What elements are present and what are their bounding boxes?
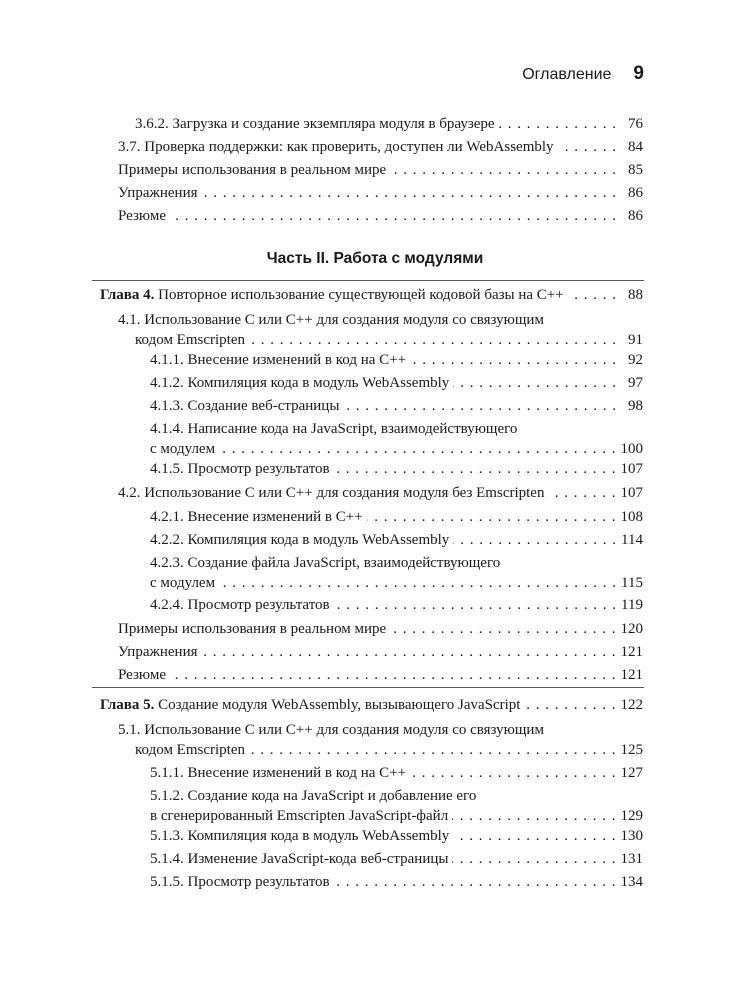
toc-entry-text: Примеры использования в реальном мире: [118, 162, 387, 178]
toc-entry-text: 3.7. Проверка поддержки: как проверить, доступен ли WebAssembly: [118, 139, 554, 155]
toc-entry-page: 131: [620, 851, 643, 867]
toc-entry-text: 5.1.1. Внесение изменений в код на C++: [150, 765, 407, 781]
toc-entry-page: 119: [621, 597, 643, 613]
toc-entry: [150, 459, 643, 479]
toc-entry-page: 84: [628, 139, 643, 155]
toc-entry-text: Резюме: [118, 208, 167, 224]
toc-entry: [150, 373, 643, 393]
chapter-4-entry: [100, 285, 643, 305]
toc-entry: [150, 595, 643, 615]
toc-entry-text: 5.1. Использование C или C++ для создания модуля со связующим: [118, 722, 544, 738]
toc-entry-text: в сгенерированный Emscripten JavaScript-файл: [150, 808, 449, 824]
toc-entry: [150, 507, 643, 527]
toc-entry: [118, 483, 643, 503]
toc-entry-page: 121: [620, 644, 643, 660]
toc-entry-text: 4.1.1. Внесение изменений в код на C++: [150, 352, 407, 368]
toc-entry-page: 86: [628, 208, 643, 224]
toc-entry-page: 100: [620, 441, 643, 457]
toc-entry: [118, 619, 643, 639]
toc-entry-multiline: [118, 310, 643, 350]
chapter-5-entry: [100, 695, 643, 715]
toc-entry-page: 76: [628, 116, 643, 132]
toc-entry: [118, 665, 643, 685]
toc-entry-text: 5.1.2. Создание кода на JavaScript и добавление его: [150, 788, 477, 804]
toc-entry-text: 5.1.4. Изменение JavaScript-кода веб-страницы: [150, 851, 449, 867]
toc-entry-text: 4.2.4. Просмотр результатов: [150, 597, 330, 613]
toc-entry-text: 3.6.2. Загрузка и создание экземпляра модуля в браузере: [135, 116, 495, 132]
toc-entry-page: 127: [620, 765, 643, 781]
chapter-prefix: Глава 4.: [100, 287, 155, 303]
toc-entry: [118, 160, 643, 180]
toc-entry-page: 121: [620, 667, 643, 683]
toc-entry: [118, 642, 643, 662]
toc-entry-text: с модулем: [150, 441, 216, 457]
toc-entry-text: Примеры использования в реальном мире: [118, 621, 387, 637]
toc-entry-page: 107: [620, 461, 643, 477]
toc-entry-text: 4.1. Использование C или C++ для создания модуля со связующим: [118, 312, 544, 328]
toc-entry: [150, 350, 643, 370]
toc-entry-page: 88: [628, 287, 643, 303]
part-title: Часть II. Работа с модулями: [266, 250, 484, 267]
header-section-title: Оглавление: [522, 66, 612, 83]
running-header: [522, 63, 644, 85]
toc-entry: [118, 183, 643, 203]
toc-entry-page: 92: [628, 352, 643, 368]
toc-entry-text: Резюме: [118, 667, 167, 683]
toc-entry-page: 107: [620, 485, 643, 501]
toc-entry-text: 4.2.1. Внесение изменений в C++: [150, 509, 363, 525]
toc-entry-multiline: [150, 553, 643, 593]
toc-entry-page: 115: [621, 575, 643, 591]
toc-entry: [118, 137, 643, 157]
toc-entry: [118, 206, 643, 226]
chapter-title: Создание модуля WebAssembly, вызывающего JavaScript: [158, 697, 521, 713]
toc-entry-text: 5.1.5. Просмотр результатов: [150, 874, 330, 890]
toc-entry-text: 4.1.4. Написание кода на JavaScript, взаимодействующего: [150, 421, 518, 437]
toc-entry: [150, 763, 643, 783]
chapter-prefix: Глава 5.: [100, 697, 155, 713]
toc-entry-text: с модулем: [150, 575, 216, 591]
toc-entry-page: 98: [628, 398, 643, 414]
toc-entry-page: 130: [620, 828, 643, 844]
toc-entry-text: 5.1.3. Компиляция кода в модуль WebAssembly: [150, 828, 450, 844]
toc-entry-page: 85: [628, 162, 643, 178]
divider: [92, 280, 644, 281]
toc-entry-page: 134: [620, 874, 643, 890]
toc-entry-text: кодом Emscripten: [135, 332, 245, 348]
toc-entry-text: кодом Emscripten: [135, 742, 245, 758]
chapter-title: Повторное использование существующей кодовой базы на C++: [158, 287, 564, 303]
toc-entry-text: 4.1.3. Создание веб-страницы: [150, 398, 340, 414]
toc-entry-multiline: [118, 720, 643, 760]
header-page-number: 9: [633, 63, 644, 84]
toc-entry: [150, 826, 643, 846]
toc-entry-page: 91: [628, 332, 643, 348]
toc-entry: [135, 114, 643, 134]
toc-entry-page: 108: [620, 509, 643, 525]
toc-entry-text: 4.2.2. Компиляция кода в модуль WebAssembly: [150, 532, 450, 548]
toc-entry-page: 122: [620, 697, 643, 713]
toc-entry: [150, 849, 643, 869]
toc-entry-page: 114: [621, 532, 643, 548]
toc-entry: [150, 530, 643, 550]
toc-entry-page: 86: [628, 185, 643, 201]
toc-entry-text: 4.2. Использование C или C++ для создания модуля без Emscripten: [118, 485, 545, 501]
toc-entry-page: 120: [620, 621, 643, 637]
toc-entry-text: 4.1.2. Компиляция кода в модуль WebAssembly: [150, 375, 450, 391]
toc-entry-text: 4.2.3. Создание файла JavaScript, взаимодействующего: [150, 555, 501, 571]
toc-entry-text: Упражнения: [118, 644, 198, 660]
toc-entry: [150, 872, 643, 892]
toc-entry-page: 125: [620, 742, 643, 758]
toc-entry-multiline: [150, 419, 643, 459]
toc-entry-page: 97: [628, 375, 643, 391]
toc-entry-text: 4.1.5. Просмотр результатов: [150, 461, 330, 477]
toc-entry-page: 129: [620, 808, 643, 824]
toc-entry-multiline: [150, 786, 643, 826]
divider: [92, 687, 644, 688]
toc-entry: [150, 396, 643, 416]
toc-entry-text: Упражнения: [118, 185, 198, 201]
